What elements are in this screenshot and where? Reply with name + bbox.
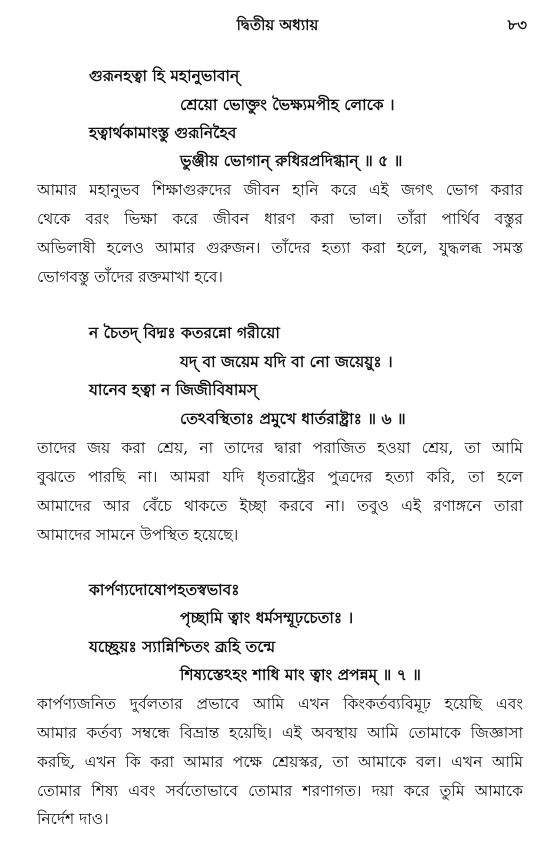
verse-5-line-2: শ্রেয়ো ভোক্তুং ভৈক্ষ্যমপীহ লোকে । — [180, 95, 395, 114]
verse-6-translation-line-1: তাদের জয় করা শ্রেয়, না তাদের দ্বারা পরাজিত হওয়া শ্রেয়, তা আমি — [37, 439, 523, 457]
verse-7-translation-line-4: তোমার শিষ্য এবং সর্বতোভাবে তোমার শরণাগত। দয়া করে তুমি আমাকে — [37, 782, 523, 800]
verse-6-line-4: তেঽবস্থিতাঃ প্রমুখে ধার্তরাষ্ট্রাঃ ॥ ৬ ॥ — [180, 409, 406, 428]
page-header — [0, 14, 555, 38]
verse-5-line-1: গুরূনহত্বা হি মহানুভাবান্‌ — [89, 66, 240, 85]
verse-5-translation-line-3: অভিলাষী হলেও আমার গুরুজন। তাঁদের হত্যা করা হলে, যুদ্ধলব্ধ সমস্ত — [37, 239, 523, 257]
verse-5-translation-line-2: থেকে বরং ভিক্ষা করে জীবন ধারণ করা ভাল। তাঁরা পার্থিব বস্তুর — [37, 210, 523, 228]
verse-6-translation-line-2: বুঝতে পারছি না। আমরা যদি ধৃতরাষ্ট্রের পুত্রদের হত্যা করি, তা হলে — [37, 468, 523, 486]
verse-7-line-1: কার্পণ্যদোষোপহতস্বভাবঃ — [89, 580, 240, 599]
verse-7-translation-line-5: নির্দেশ দাও। — [37, 810, 109, 828]
verse-5-line-4: ভুঞ্জীয় ভোগান্‌ রুধিরপ্রদিগ্ধান্‌ ॥ ৫ ॥ — [180, 151, 403, 170]
verse-6-line-2: যদ্‌ বা জয়েম যদি বা নো জয়েয়ুঃ । — [180, 352, 393, 371]
verse-7-line-2: পৃচ্ছামি ত্বাং ধর্মসম্মূঢ়চেতাঃ । — [180, 608, 354, 627]
verse-7-translation-line-1: কার্পণ্যজনিত দুর্বলতার প্রভাবে আমি এখন কিংকর্তব্যবিমূঢ় হয়েছি এবং — [37, 695, 523, 713]
verse-5-translation-line-4: ভোগবস্তু তাঁদের রক্তমাখা হবে। — [37, 268, 223, 286]
verse-5-translation-line-1: আমার মহানুভব শিক্ষাগুরুদের জীবন হানি করে এই জগৎ ভোগ করার — [37, 181, 523, 199]
verse-6-translation-line-4: আমাদের সামনে উপস্থিত হয়েছে। — [37, 526, 239, 544]
verse-5-line-3: হত্বার্থকামাংস্তু গুরূনিহৈব — [89, 123, 237, 142]
verse-6-line-1: ন চৈতদ্‌ বিদ্মঃ কতরন্নো গরীয়ো — [89, 323, 280, 342]
verse-6-translation-line-3: আমাদের আর বেঁচে থাকতে ইচ্ছা করবে না। তবুও এই রণাঙ্গনে তারা — [37, 497, 523, 515]
verse-7-translation-line-3: করছি, এখন কি করা আমার পক্ষে শ্রেয়স্কর, তা আমাকে বল। এখন আমি — [37, 753, 523, 771]
verse-6-line-3: যানেব হত্বা ন জিজীবিষামস্‌ — [89, 380, 258, 399]
verse-7-translation-line-2: আমার কর্তব্য সম্বন্ধে বিভ্রান্ত হয়েছি। এই অবস্থায় আমি তোমাকে জিজ্ঞাসা — [37, 724, 523, 742]
chapter-title: দ্বিতীয় অধ্যায় — [236, 16, 319, 34]
verse-7-line-4: শিষ্যস্তেঽহং শাধি মাং ত্বাং প্রপন্নম্‌ ॥ ৭ ॥ — [180, 665, 421, 684]
verse-7-line-3: যচ্ছ্রেয়ঃ স্যান্নিশ্চিতং ব্রূহি তন্মে — [89, 637, 276, 656]
page-number: ৮৩ — [507, 16, 527, 34]
